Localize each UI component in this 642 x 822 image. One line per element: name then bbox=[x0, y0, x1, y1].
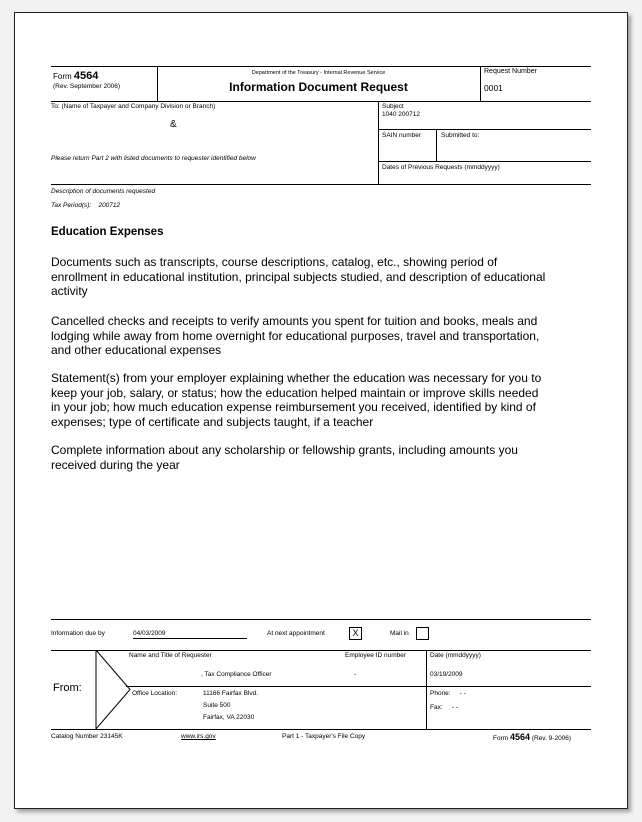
ampersand: & bbox=[170, 119, 177, 130]
sain-label: SAIN number bbox=[382, 132, 422, 139]
office-location-label: Office Location: bbox=[132, 690, 178, 697]
section-heading: Education Expenses bbox=[51, 226, 164, 238]
paragraph-receipts: Cancelled checks and receipts to verify amounts you spent for tuition and books, meals and lodging while away from home overnight for educational purposes, travel and transportation, and other educational expenses bbox=[51, 314, 540, 357]
from-label: From: bbox=[53, 682, 82, 694]
office-line-2: Suite 500 bbox=[203, 702, 231, 709]
from-bottom-rule bbox=[51, 729, 591, 730]
to-section-rule bbox=[51, 184, 591, 185]
phone-field: Phone: - - bbox=[430, 690, 466, 697]
date-label: Date (mmddyyyy) bbox=[430, 652, 481, 659]
paragraph-employer-statement: Statement(s) from your employer explaining whether the education was necessary for you to keep your job, salary, or status; how the education helped maintain or improve skills needed in your job; how much education expense reimbursement you received, identified by kind of expenses; type of certificate and subjects taught, if a teacher bbox=[51, 371, 542, 429]
form-page bbox=[14, 12, 628, 809]
subject-label: Subject bbox=[382, 103, 404, 110]
mail-in-label: Mail in bbox=[390, 630, 409, 637]
office-line-3: Fairfax, VA 22030 bbox=[203, 714, 255, 721]
employee-id-value: - bbox=[354, 671, 357, 678]
paragraph-transcripts: Documents such as transcripts, course descriptions, catalog, etc., showing period of enrollment in educational institution, principal subjects studied, and description of educational activity bbox=[51, 255, 546, 298]
form-revision: (Rev. September 2006) bbox=[53, 83, 121, 90]
footer-form-number: Form 4564 (Rev. 9-2006) bbox=[493, 732, 572, 742]
department-line: Department of the Treasury - Internal Revenue Service bbox=[251, 70, 386, 76]
name-title-label: Name and Title of Requester bbox=[129, 652, 212, 659]
date-value: 03/19/2009 bbox=[430, 671, 463, 678]
header-top-rule bbox=[51, 66, 591, 67]
fax-field: Fax: - - bbox=[430, 704, 458, 711]
paragraph-scholarship: Complete information about any scholarship or fellowship grants, including amounts you received during the year bbox=[51, 443, 518, 472]
form-number-block: Form 4564 bbox=[53, 70, 99, 82]
request-number-value: 0001 bbox=[484, 83, 503, 93]
tax-period: Tax Period(s): 200712 bbox=[51, 202, 121, 209]
due-label: Information due by bbox=[51, 630, 105, 637]
part-label: Part 1 - Taxpayer's File Copy bbox=[282, 733, 366, 740]
due-top-rule bbox=[51, 619, 591, 620]
employee-id-label: Employee ID number bbox=[345, 652, 407, 659]
previous-dates-label: Dates of Previous Requests (mmddyyyy) bbox=[382, 164, 500, 171]
submitted-to-label: Submitted to: bbox=[441, 132, 480, 139]
irs-website-link[interactable]: www.irs.gov bbox=[181, 733, 216, 740]
office-line-1: 11166 Fairfax Blvd. bbox=[203, 690, 259, 697]
due-date-field[interactable]: 04/03/2009 bbox=[133, 630, 247, 639]
description-label: Description of documents requested bbox=[51, 188, 156, 195]
subject-value: 1040 200712 bbox=[382, 111, 420, 118]
next-appointment-checkbox[interactable]: X bbox=[349, 627, 362, 640]
to-label: To: (Name of Taxpayer and Company Division or Branch) bbox=[51, 103, 216, 110]
mail-in-checkbox[interactable] bbox=[416, 627, 429, 640]
form-number: 4564 bbox=[73, 70, 99, 82]
from-arrow-shape bbox=[95, 650, 135, 729]
name-title-value: , Tax Compliance Officer bbox=[201, 671, 272, 678]
return-note: Please return Part 2 with listed documents to requester identified below bbox=[51, 155, 256, 162]
header-bottom-rule bbox=[51, 101, 591, 102]
request-number-label: Request Number bbox=[484, 68, 537, 75]
catalog-number: Catalog Number 23145K bbox=[51, 733, 123, 740]
page-title: Information Document Request bbox=[229, 80, 408, 94]
next-appointment-label: At next appointment bbox=[267, 630, 325, 637]
